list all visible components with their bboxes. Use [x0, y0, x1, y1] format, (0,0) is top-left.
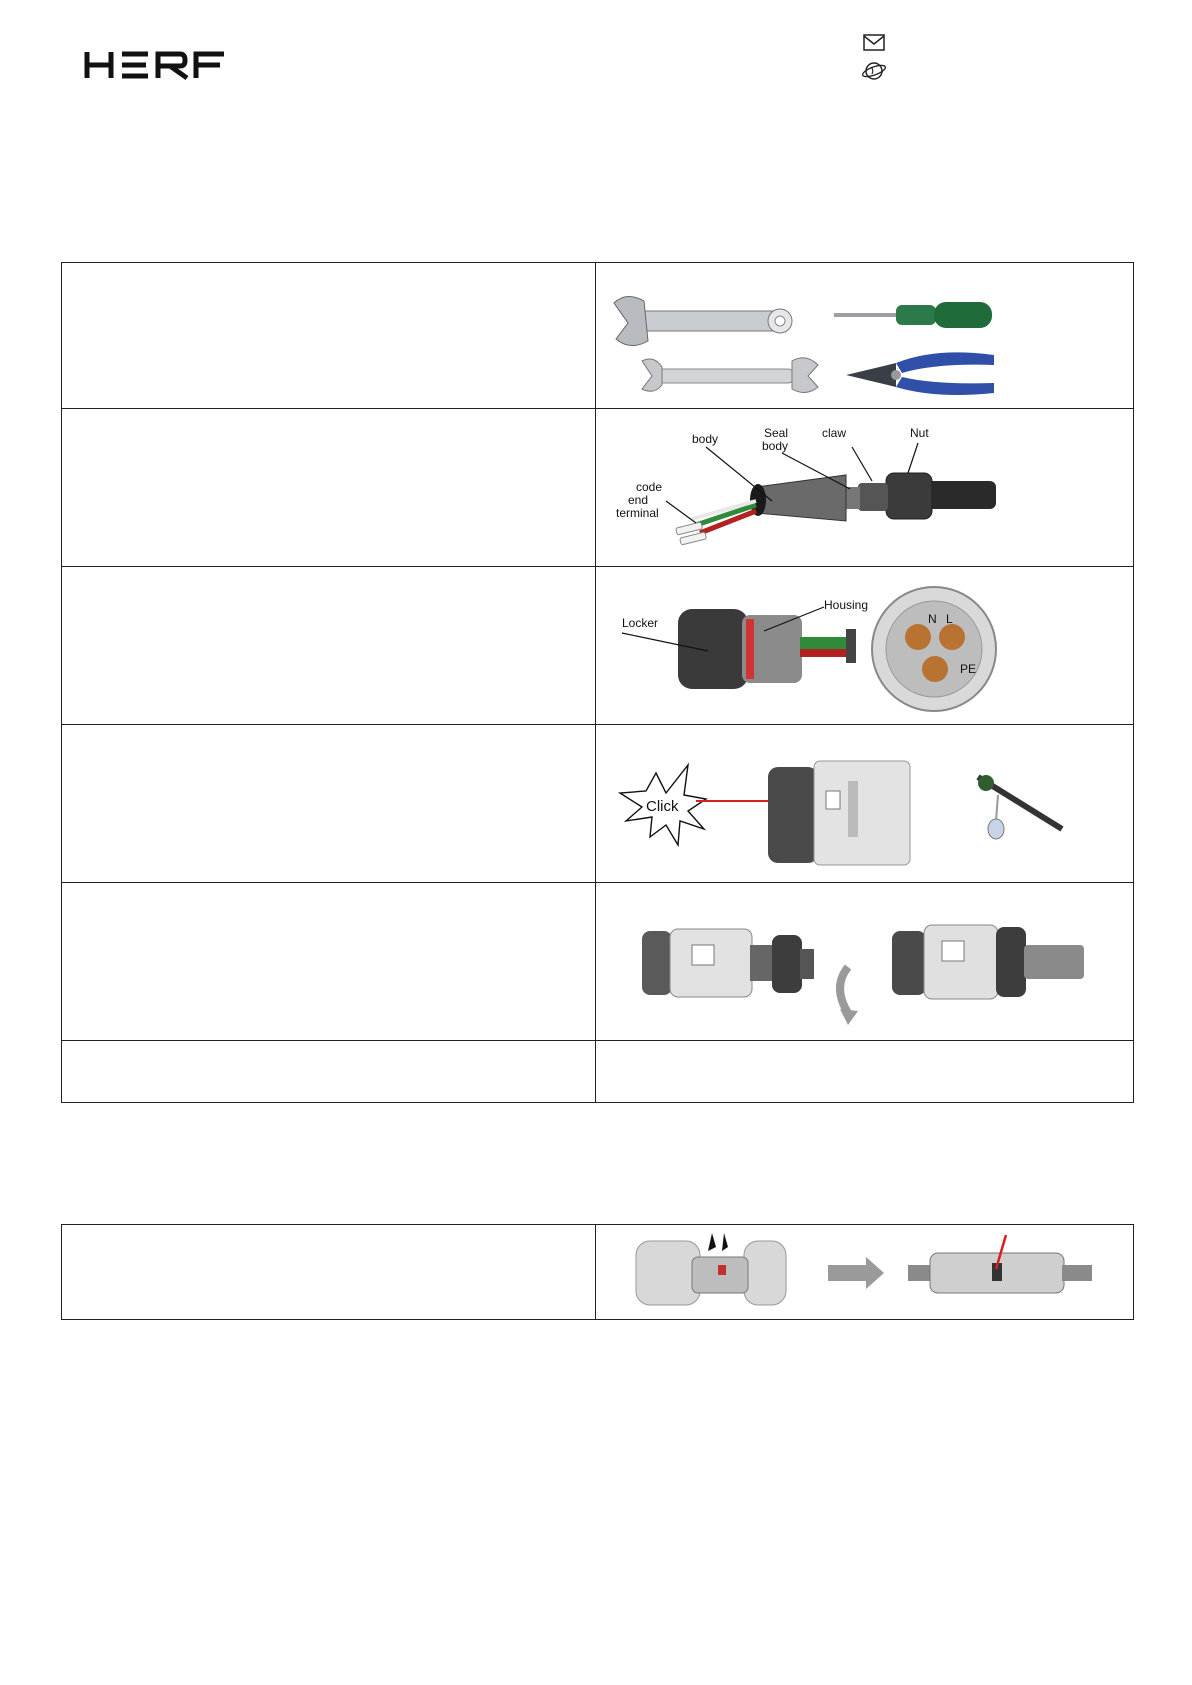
label-pe: PE	[960, 662, 977, 676]
open-end-wrench-icon	[642, 358, 818, 393]
adjustable-wrench-icon	[614, 296, 792, 345]
click-lock-illustration	[596, 725, 1133, 882]
label-end: end	[628, 493, 649, 507]
table-row	[62, 263, 1134, 409]
mail-icon[interactable]	[862, 32, 886, 54]
connector-components-illustration	[596, 409, 1133, 566]
step-description-cell	[62, 263, 596, 409]
label-click: Click	[646, 798, 679, 815]
table-row	[62, 725, 1134, 883]
components-image-cell	[596, 409, 1134, 567]
mating-steps-table	[61, 1224, 1134, 1320]
herf-logo	[84, 48, 232, 82]
table-row	[62, 409, 1134, 567]
tools-image-cell	[596, 263, 1134, 409]
connect-image-cell	[596, 1225, 1134, 1320]
globe-icon[interactable]	[862, 60, 886, 82]
contact-icons	[862, 32, 886, 88]
table-row	[62, 1041, 1134, 1103]
assembly-steps-table	[61, 262, 1134, 1103]
step-description-cell	[62, 1041, 596, 1103]
table-row	[62, 883, 1134, 1041]
housing-locker-illustration	[596, 567, 1133, 724]
label-body: body	[692, 432, 719, 446]
table-row	[62, 1225, 1134, 1320]
tighten-nut-illustration	[596, 883, 1133, 1040]
housing-image-cell	[596, 567, 1134, 725]
label-claw: claw	[822, 426, 847, 440]
connector-mating-illustration	[596, 1225, 1133, 1319]
click-image-cell	[596, 725, 1134, 883]
screwdriver-icon	[834, 302, 992, 328]
label-housing: Housing	[824, 598, 869, 612]
label-n: N	[928, 612, 937, 626]
step-description-cell	[62, 567, 596, 725]
tighten-image-cell	[596, 883, 1134, 1041]
label-seal-body: body	[762, 439, 789, 453]
label-seal: Seal	[764, 426, 789, 440]
tools-illustration	[596, 263, 1133, 408]
table-row	[62, 567, 1134, 725]
step-description-cell	[62, 1225, 596, 1320]
label-locker: Locker	[622, 616, 659, 630]
label-nut: Nut	[910, 426, 929, 440]
label-terminal: terminal	[616, 506, 659, 520]
wire-stripper-icon	[846, 352, 994, 395]
label-code: code	[636, 480, 663, 494]
empty-image-cell	[596, 1041, 1134, 1103]
step-description-cell	[62, 409, 596, 567]
label-l: L	[946, 612, 953, 626]
step-description-cell	[62, 883, 596, 1041]
step-description-cell	[62, 725, 596, 883]
